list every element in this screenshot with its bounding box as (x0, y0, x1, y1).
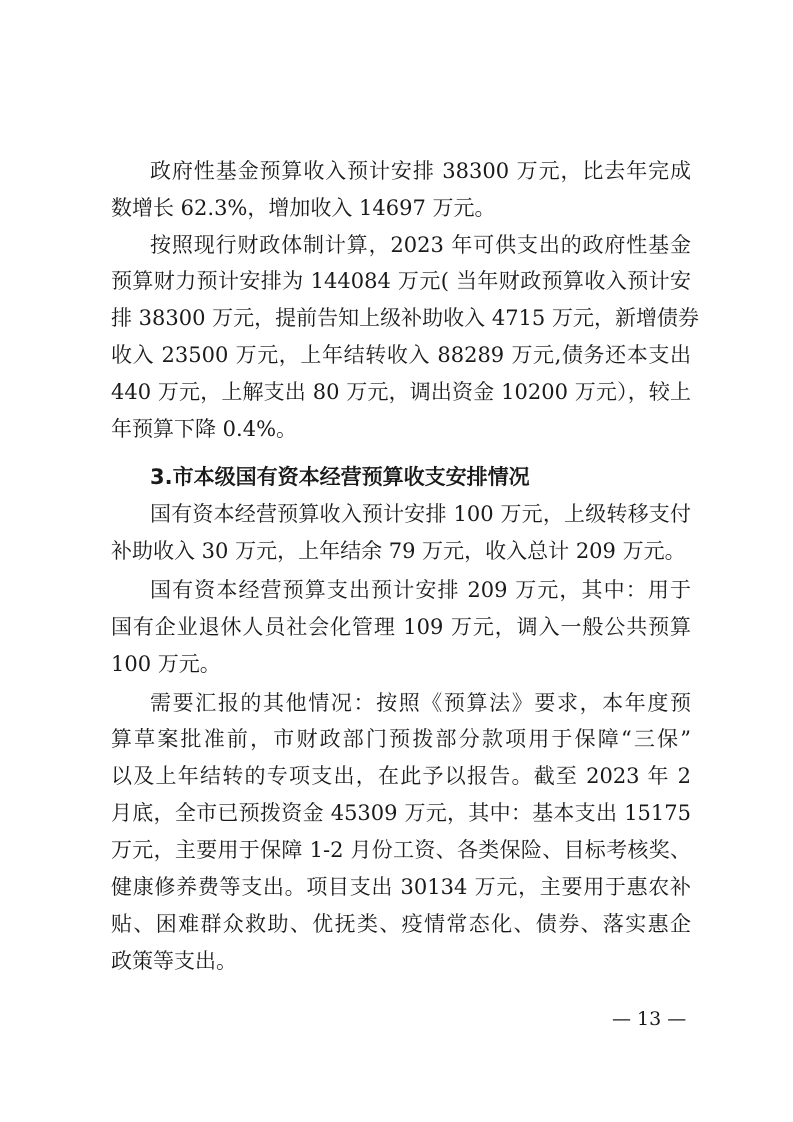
section-heading-3: 3.市本级国有资本经营预算收支安排情况 (150, 465, 530, 489)
paragraph-5-line-8: 政策等支出。 (111, 949, 237, 973)
page-number: — 13 — (612, 1008, 687, 1030)
paragraph-5-line-1: 需要汇报的其他情况：按照《预算法》要求，本年度预 (150, 691, 691, 715)
paragraph-2-line-3: 排 38300 万元，提前告知上级补助收入 4715 万元，新增债券 (111, 306, 699, 330)
paragraph-5-line-3: 以及上年结转的专项支出，在此予以报告。截至 2023 年 2 (111, 764, 691, 788)
paragraph-1-line-1: 政府性基金预算收入预计安排 38300 万元，比去年完成 (150, 159, 691, 183)
paragraph-5-line-6: 健康修养费等支出。项目支出 30134 万元，主要用于惠农补 (111, 875, 691, 899)
paragraph-2-line-6: 年预算下降 0.4%。 (111, 417, 298, 441)
paragraph-5-line-2: 算草案批准前，市财政部门预拨部分款项用于保障“三保” (111, 727, 691, 751)
paragraph-5-line-7: 贴、困难群众救助、优抚类、疫情常态化、债券、落实惠企 (111, 912, 691, 936)
paragraph-2-line-2: 预算财力预计安排为 144084 万元( 当年财政预算收入预计安 (111, 269, 691, 293)
paragraph-3-line-1: 国有资本经营预算收入预计安排 100 万元，上级转移支付 (150, 502, 691, 526)
paragraph-2-line-1: 按照现行财政体制计算，2023 年可供支出的政府性基金 (150, 233, 691, 257)
paragraph-4-line-1: 国有资本经营预算支出预计安排 209 万元，其中：用于 (150, 578, 691, 602)
paragraph-5-line-5: 万元，主要用于保障 1-2 月份工资、各类保险、目标考核奖、 (111, 838, 691, 862)
paragraph-1-line-2: 数增长 62.3%，增加收入 14697 万元。 (111, 196, 496, 220)
paragraph-2-line-4: 收入 23500 万元，上年结转收入 88289 万元,债务还本支出 (111, 343, 691, 367)
paragraph-4-line-2: 国有企业退休人员社会化管理 109 万元，调入一般公共预算 (111, 615, 691, 639)
paragraph-4-line-3: 100 万元。 (111, 652, 221, 676)
paragraph-2-line-5: 440 万元，上解支出 80 万元，调出资金 10200 万元），较上 (111, 380, 691, 404)
paragraph-3-line-2: 补助收入 30 万元，上年结余 79 万元，收入总计 209 万元。 (111, 539, 686, 563)
paragraph-5-line-4: 月底，全市已预拨资金 45309 万元，其中：基本支出 15175 (111, 801, 691, 825)
